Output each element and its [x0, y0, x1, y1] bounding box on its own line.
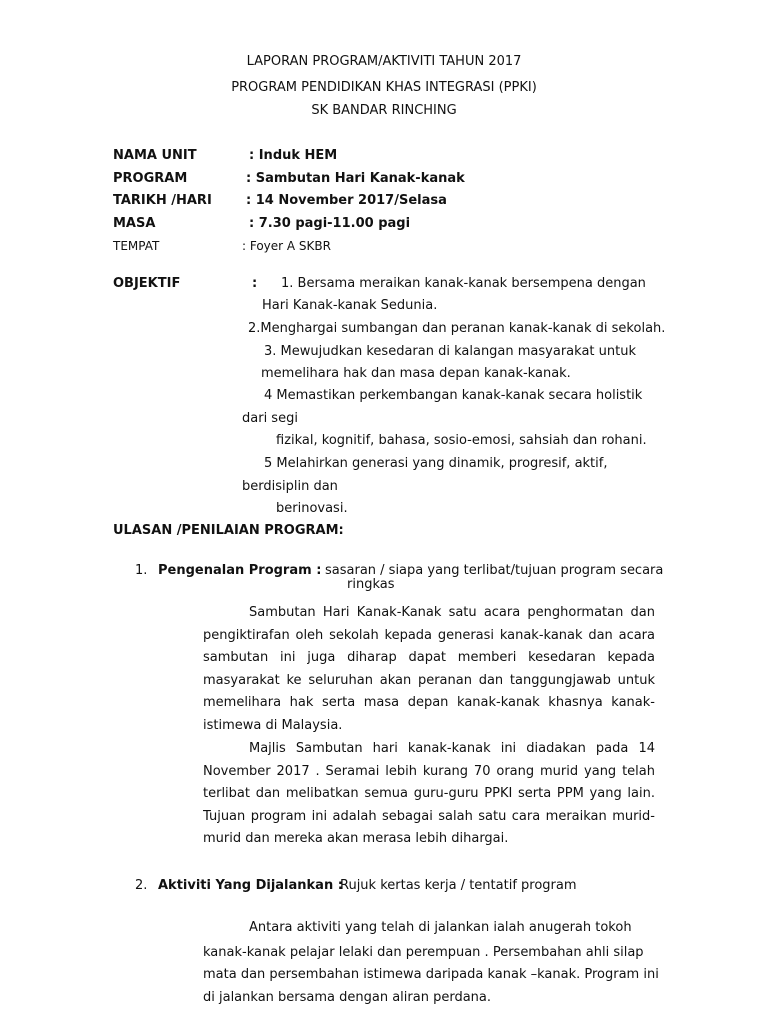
objektif-line: berdisiplin dan [242, 479, 338, 494]
tempat-label: TEMPAT [113, 239, 160, 253]
objektif-label: OBJEKTIF [113, 276, 181, 291]
paragraph-line: istimewa di Malaysia. [203, 717, 343, 733]
report-title-line-3: SK BANDAR RINCHING [311, 103, 457, 118]
item-1-title: Pengenalan Program : [158, 563, 322, 578]
item-2-paragraph-line: Antara aktiviti yang telah di jalankan ialah anugerah tokoh [249, 920, 632, 935]
masa-value: : 7.30 pagi-11.00 pagi [249, 216, 411, 231]
paragraph-line: Tujuan program ini adalah sebagai salah satu cara meraikan murid- [203, 808, 655, 824]
objektif-line: 3. Mewujudkan kesedaran di kalangan masyarakat untuk [264, 344, 636, 359]
objektif-line: 2.Menghargai sumbangan dan peranan kanak-kanak di sekolah. [248, 321, 666, 336]
objektif-line: dari segi [242, 411, 298, 426]
report-title-line-1: LAPORAN PROGRAM/AKTIVITI TAHUN 2017 [246, 54, 522, 69]
paragraph-line: masyarakat ke seluruhan akan peranan dan tanggungjawab untuk [203, 672, 655, 688]
paragraph-line: Majlis Sambutan hari kanak-kanak ini diadakan pada 14 [249, 741, 655, 756]
paragraph-line: terlibat dan melibatkan semua guru-guru PPKI serta PPM yang lain. [203, 786, 655, 802]
item-2-title: Aktiviti Yang Dijalankan : [158, 878, 343, 893]
paragraph-line: sambutan ini juga diharap dapat memberi kesedaran kepada [203, 650, 655, 666]
paragraph-line: memelihara hak serta masa depan kanak-kanak khasnya kanak- [203, 695, 655, 711]
nama-unit-label: NAMA UNIT [113, 148, 197, 163]
nama-unit-value: : Induk HEM [249, 148, 338, 163]
item-2-number: 2. [135, 878, 148, 893]
paragraph-line: murid dan mereka akan merasa lebih dihargai. [203, 831, 509, 847]
objektif-line: berinovasi. [276, 501, 348, 516]
program-value: : Sambutan Hari Kanak-kanak [246, 171, 465, 186]
objektif-line: memelihara hak dan masa depan kanak-kanak. [261, 366, 571, 381]
item-1-number: 1. [135, 563, 148, 578]
paragraph-line: November 2017 . Seramai lebih kurang 70 orang murid yang telah [203, 763, 655, 779]
item-1-paragraph-1 [203, 602, 655, 738]
objektif-line: 5 Melahirkan generasi yang dinamik, progresif, aktif, [264, 456, 608, 471]
ulasan-heading: ULASAN /PENILAIAN PROGRAM: [113, 523, 344, 538]
item-1-desc-cont: ringkas [347, 577, 395, 592]
item-2-desc: Rujuk kertas kerja / tentatif program [340, 878, 577, 893]
item-1-desc: sasaran / siapa yang terlibat/tujuan program secara [325, 563, 664, 578]
objektif-line: 4 Memastikan perkembangan kanak-kanak secara holistik [264, 388, 643, 403]
item-2-paragraph-line: kanak-kanak pelajar lelaki dan perempuan . Persembahan ahli silap [203, 945, 644, 960]
item-2-paragraph-line: mata dan persembahan istimewa daripada kanak –kanak. Program ini [203, 967, 659, 982]
objektif-line: 1. Bersama meraikan kanak-kanak bersempena dengan [281, 276, 646, 291]
item-1-paragraph-2 [203, 738, 655, 851]
paragraph-line: pengiktirafan oleh sekolah kepada generasi kanak-kanak dan acara [203, 627, 655, 643]
masa-label: MASA [113, 216, 156, 231]
tarikh-label: TARIKH /HARI [113, 193, 212, 208]
objektif-colon: : [252, 276, 258, 291]
paragraph-line: Sambutan Hari Kanak-Kanak satu acara penghormatan dan [249, 605, 655, 620]
program-label: PROGRAM [113, 171, 188, 186]
item-2-paragraph-line: di jalankan bersama dengan aliran perdana. [203, 990, 491, 1005]
objektif-line: Hari Kanak-kanak Sedunia. [262, 298, 438, 313]
tarikh-value: : 14 November 2017/Selasa [246, 193, 447, 208]
tempat-value: : Foyer A SKBR [242, 239, 331, 253]
report-title-line-2: PROGRAM PENDIDIKAN KHAS INTEGRASI (PPKI) [231, 80, 537, 95]
objektif-line: fizikal, kognitif, bahasa, sosio-emosi, sahsiah dan rohani. [276, 433, 647, 448]
